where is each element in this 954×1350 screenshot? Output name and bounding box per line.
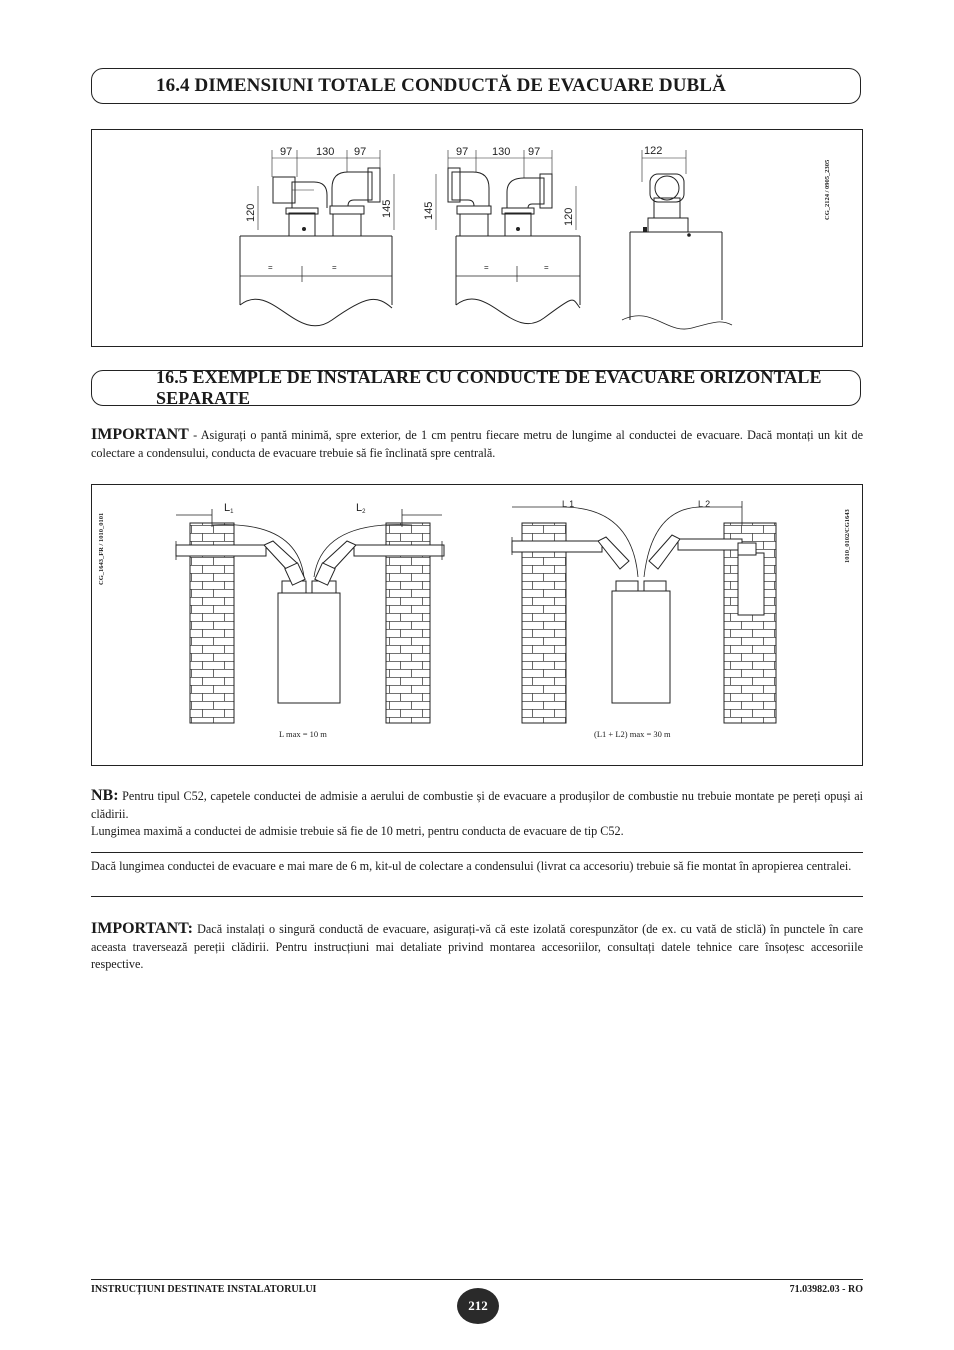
caption-l-max: L max = 10 m	[279, 729, 327, 739]
dim-b-120: 120	[563, 207, 575, 226]
section-title-16-5	[91, 367, 861, 408]
important-note-insulation	[91, 920, 863, 974]
nb-text: Pentru tipul C52, capetele conductei de admisie a aerului de combustie și de evacuare a produșilor de combustie nu trebuie montate pe pereți opuși ai clădirii.	[91, 789, 863, 821]
right-l1-label: L 1	[562, 499, 575, 509]
page-number: 212	[468, 1298, 488, 1313]
dim-b-145: 145	[423, 201, 435, 220]
figure2-code-left: CG_1643_FR / 1010_0101	[98, 512, 105, 585]
dim-a-145: 145	[381, 199, 393, 218]
dim-b-eq2: =	[544, 263, 549, 272]
important-note-slope	[91, 426, 863, 462]
dim-a-eq2: =	[332, 263, 337, 272]
note-rule-bottom	[91, 896, 863, 897]
nb-text-2: Lungimea maximă a conductei de admisie trebuie să fie de 10 metri, pentru conducta de evacuare de tip C52.	[91, 824, 624, 838]
dim-b-eq1: =	[484, 263, 489, 272]
dim-a-130: 130	[316, 146, 335, 158]
nb-lead: NB:	[91, 787, 119, 804]
left-l2-label: L2	[356, 502, 366, 515]
dimensions-drawing	[92, 130, 864, 348]
figure-installation-examples	[91, 484, 863, 766]
dim-b-130: 130	[492, 146, 511, 158]
note-rule-top	[91, 852, 863, 853]
footer-rule	[91, 1279, 863, 1280]
important-lead: IMPORTANT:	[91, 920, 193, 937]
footer-right: 71.03982.03 - RO	[789, 1284, 863, 1295]
dim-a-eq1: =	[268, 263, 273, 272]
condensate-note: Dacă lungimea conductei de evacuare e mai mare de 6 m, kit-ul de colectare a condensului (livrat ca accesoriu) trebuie să fie montat în apropierea centralei.	[91, 859, 852, 873]
section-title-text: 16.4 DIMENSIUNI TOTALE CONDUCTĂ DE EVACUARE DUBLĂ	[156, 75, 726, 96]
section-title-16-4	[91, 68, 861, 104]
figure-dimensions	[91, 129, 863, 347]
page-number-badge	[457, 1288, 499, 1324]
installation-drawing	[92, 485, 864, 767]
dim-a-97-right: 97	[354, 146, 367, 158]
important-text: Dacă instalați o singură conductă de evacuare, asigurați-vă că este izolată corespunzător (de ex. cu vată de sticlă) în punctele în care aceasta traversează pereții clădirii. Pentru instrucțiuni mai detaliate privind montarea accesoriilor, consultați datele tehnice care însoțesc accesoriile respective.	[91, 922, 863, 971]
right-l2-label: L 2	[698, 499, 711, 509]
dim-b-97-right: 97	[528, 146, 541, 158]
dim-b-97-left: 97	[456, 146, 469, 158]
left-l1-label: L1	[224, 502, 234, 515]
important-lead: IMPORTANT	[91, 426, 189, 443]
caption-l1-l2-max: (L1 + L2) max = 30 m	[594, 729, 671, 739]
dim-c-122: 122	[644, 145, 663, 157]
figure1-code: CG_2124 / 0905_2305	[824, 159, 831, 220]
section-title-text: 16.5 EXEMPLE DE INSTALARE CU CONDUCTE DE EVACUARE ORIZONTALE SEPARATE	[156, 367, 822, 408]
dim-a-97-left: 97	[280, 146, 293, 158]
important-text: - Asigurați o pantă minimă, spre exterior, de 1 cm pentru fiecare metru de lungime al conductei de evacuare. Dacă montați un kit de colectare a condensului, conducta de evacuare trebuie să fie înclinată spre centrală.	[91, 428, 863, 460]
figure2-code-right: 1010_0102/CG1643	[844, 509, 851, 563]
nb-note	[91, 787, 863, 841]
footer-left: INSTRUCȚIUNI DESTINATE INSTALATORULUI	[91, 1284, 317, 1295]
dim-a-120: 120	[245, 203, 257, 222]
